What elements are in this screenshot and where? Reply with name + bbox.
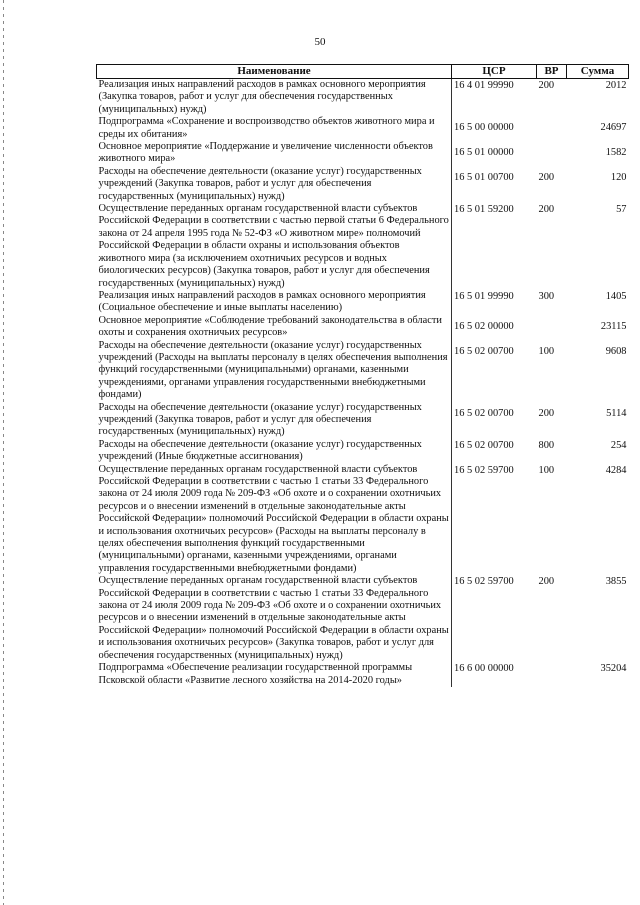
table-row — [97, 315, 629, 340]
row-sum: 35204 — [600, 663, 627, 675]
row-csr: 16 5 02 59700 — [454, 464, 514, 476]
table-row — [97, 439, 629, 464]
row-vr — [537, 315, 567, 340]
row-name: Расходы на обеспечение деятельности (оказание услуг) государственных учреждений (Иные бюджетные ассигнования) — [97, 439, 452, 464]
row-csr: 16 5 00 00000 — [454, 122, 514, 134]
row-sum: 9608 — [605, 345, 627, 357]
row-vr — [537, 116, 567, 141]
row-sum: 2012 — [605, 80, 627, 91]
row-csr: 16 5 02 00700 — [454, 345, 514, 357]
row-name: Осуществление переданных органам государственной власти субъектов Российской Федерации в соответствии с частью 1 статьи 33 Федерального закона от 24 июля 2009 года № 209-ФЗ «Об охоте и о сохранении охотничьих ресурсов и о внесении изменений в отдельные законодательные акты Российской Федерации» полномочий Российской Федерации в области охраны и использования охотничьих ресурсов» (Закупка товаров, работ и услуг для обеспечения государственных (муниципальных) нужд) — [97, 575, 452, 662]
table-row — [97, 575, 629, 662]
table-row — [97, 141, 629, 166]
row-csr: 16 6 00 00000 — [454, 663, 514, 675]
row-vr: 200 — [538, 80, 555, 91]
table-row — [97, 79, 629, 117]
row-sum: 254 — [610, 439, 627, 451]
row-vr: 200 — [538, 171, 555, 183]
row-csr: 16 5 01 00000 — [454, 147, 514, 159]
row-sum: 4284 — [605, 464, 627, 476]
row-name: Осуществление переданных органам государственной власти субъектов Российской Федерации в соответствии с частью 1 статьи 33 Федерального закона от 24 июля 2009 года № 209-ФЗ «Об охоте и о сохранении охотничьих ресурсов и о внесении изменений в отдельные законодательные акты Российской Федерации» полномочий Российской Федерации в области охраны и использования охотничьих ресурсов» (Расходы на выплаты персоналу в целях обеспечения выполнения функций государственными (муниципальными) органами, казенными учреждениями, органами управления государственными внебюджетными фондами) — [97, 464, 452, 576]
row-sum: 1582 — [605, 147, 627, 159]
row-name: Расходы на обеспечение деятельности (оказание услуг) государственных учреждений (Закупка товаров, работ и услуг для обеспечения государственных (муниципальных) нужд) — [97, 402, 452, 439]
row-sum: 23115 — [600, 320, 627, 332]
row-name: Основное мероприятие «Поддержание и увеличение численности объектов животного мира» — [97, 141, 452, 166]
table-row — [97, 116, 629, 141]
row-csr: 16 5 01 00700 — [454, 171, 514, 183]
budget-table — [96, 64, 629, 687]
row-vr — [537, 662, 567, 687]
row-vr: 100 — [538, 464, 555, 476]
row-name: Расходы на обеспечение деятельности (оказание услуг) государственных учреждений (Расходы на выплаты персоналу в целях обеспечения выполнения функций государственными (муниципальными) органами, казенными учреждениями, органами управления государственными внебюджетными фондами) — [97, 340, 452, 402]
row-vr: 300 — [538, 290, 555, 302]
row-name: Подпрограмма «Сохранение и воспроизводство объектов животного мира и среды их обитания» — [97, 116, 452, 141]
row-vr: 800 — [538, 439, 555, 451]
row-sum: 3855 — [605, 576, 627, 588]
row-csr: 16 5 02 00000 — [454, 320, 514, 332]
row-vr: 100 — [538, 345, 555, 357]
table-row — [97, 402, 629, 439]
row-name: Реализация иных направлений расходов в рамках основного мероприятия (Социальное обеспечение и иные выплаты населению) — [97, 290, 452, 315]
row-sum: 1405 — [605, 290, 627, 302]
row-csr: 16 4 01 99990 — [454, 80, 514, 91]
row-csr: 16 5 02 59700 — [454, 576, 514, 588]
row-vr: 200 — [538, 204, 555, 216]
scan-edge — [3, 0, 4, 905]
row-vr: 200 — [538, 407, 555, 419]
table-header-row — [97, 65, 629, 79]
header-csr: ЦСР — [452, 65, 537, 79]
row-name: Расходы на обеспечение деятельности (оказание услуг) государственных учреждений (Закупка товаров, работ и услуг для обеспечения государственных (муниципальных) нужд) — [97, 166, 452, 203]
header-name: Наименование — [97, 65, 452, 79]
row-vr — [537, 141, 567, 166]
row-name: Осуществление переданных органам государственной власти субъектов Российской Федерации в соответствии с частью первой статьи 6 Федерального закона от 24 апреля 1995 года № 52-ФЗ «О животном мире» полномочий Российской Федерации в области охраны и использования объектов животного мира (за исключением охотничьих ресурсов и водных биологических ресурсов) (Закупка товаров, работ и услуг для обеспечения государственных (муниципальных) нужд) — [97, 203, 452, 290]
header-vr: ВР — [537, 65, 567, 79]
table-row — [97, 166, 629, 203]
row-csr: 16 5 02 00700 — [454, 439, 514, 451]
table-row — [97, 662, 629, 687]
row-name: Подпрограмма «Обеспечение реализации государственной программы Псковской области «Развитие лесного хозяйства на 2014-2020 годы» — [97, 662, 452, 687]
row-sum: 57 — [616, 204, 627, 216]
row-sum: 5114 — [606, 407, 627, 419]
table-row — [97, 203, 629, 290]
table-row — [97, 464, 629, 576]
row-name: Основное мероприятие «Соблюдение требований законодательства в области охоты и сохранения охотничьих ресурсов» — [97, 315, 452, 340]
row-csr: 16 5 02 00700 — [454, 407, 514, 419]
row-csr: 16 5 01 59200 — [454, 204, 514, 216]
header-sum: Сумма — [567, 65, 629, 79]
row-name: Реализация иных направлений расходов в рамках основного мероприятия (Закупка товаров, работ и услуг для обеспечения государственных (муниципальных) нужд) — [97, 79, 452, 117]
row-sum: 120 — [610, 171, 627, 183]
row-sum: 24697 — [600, 122, 627, 134]
page-number: 50 — [314, 36, 326, 48]
table-row — [97, 290, 629, 315]
row-vr: 200 — [538, 576, 555, 588]
table-row — [97, 340, 629, 402]
row-csr: 16 5 01 99990 — [454, 290, 514, 302]
